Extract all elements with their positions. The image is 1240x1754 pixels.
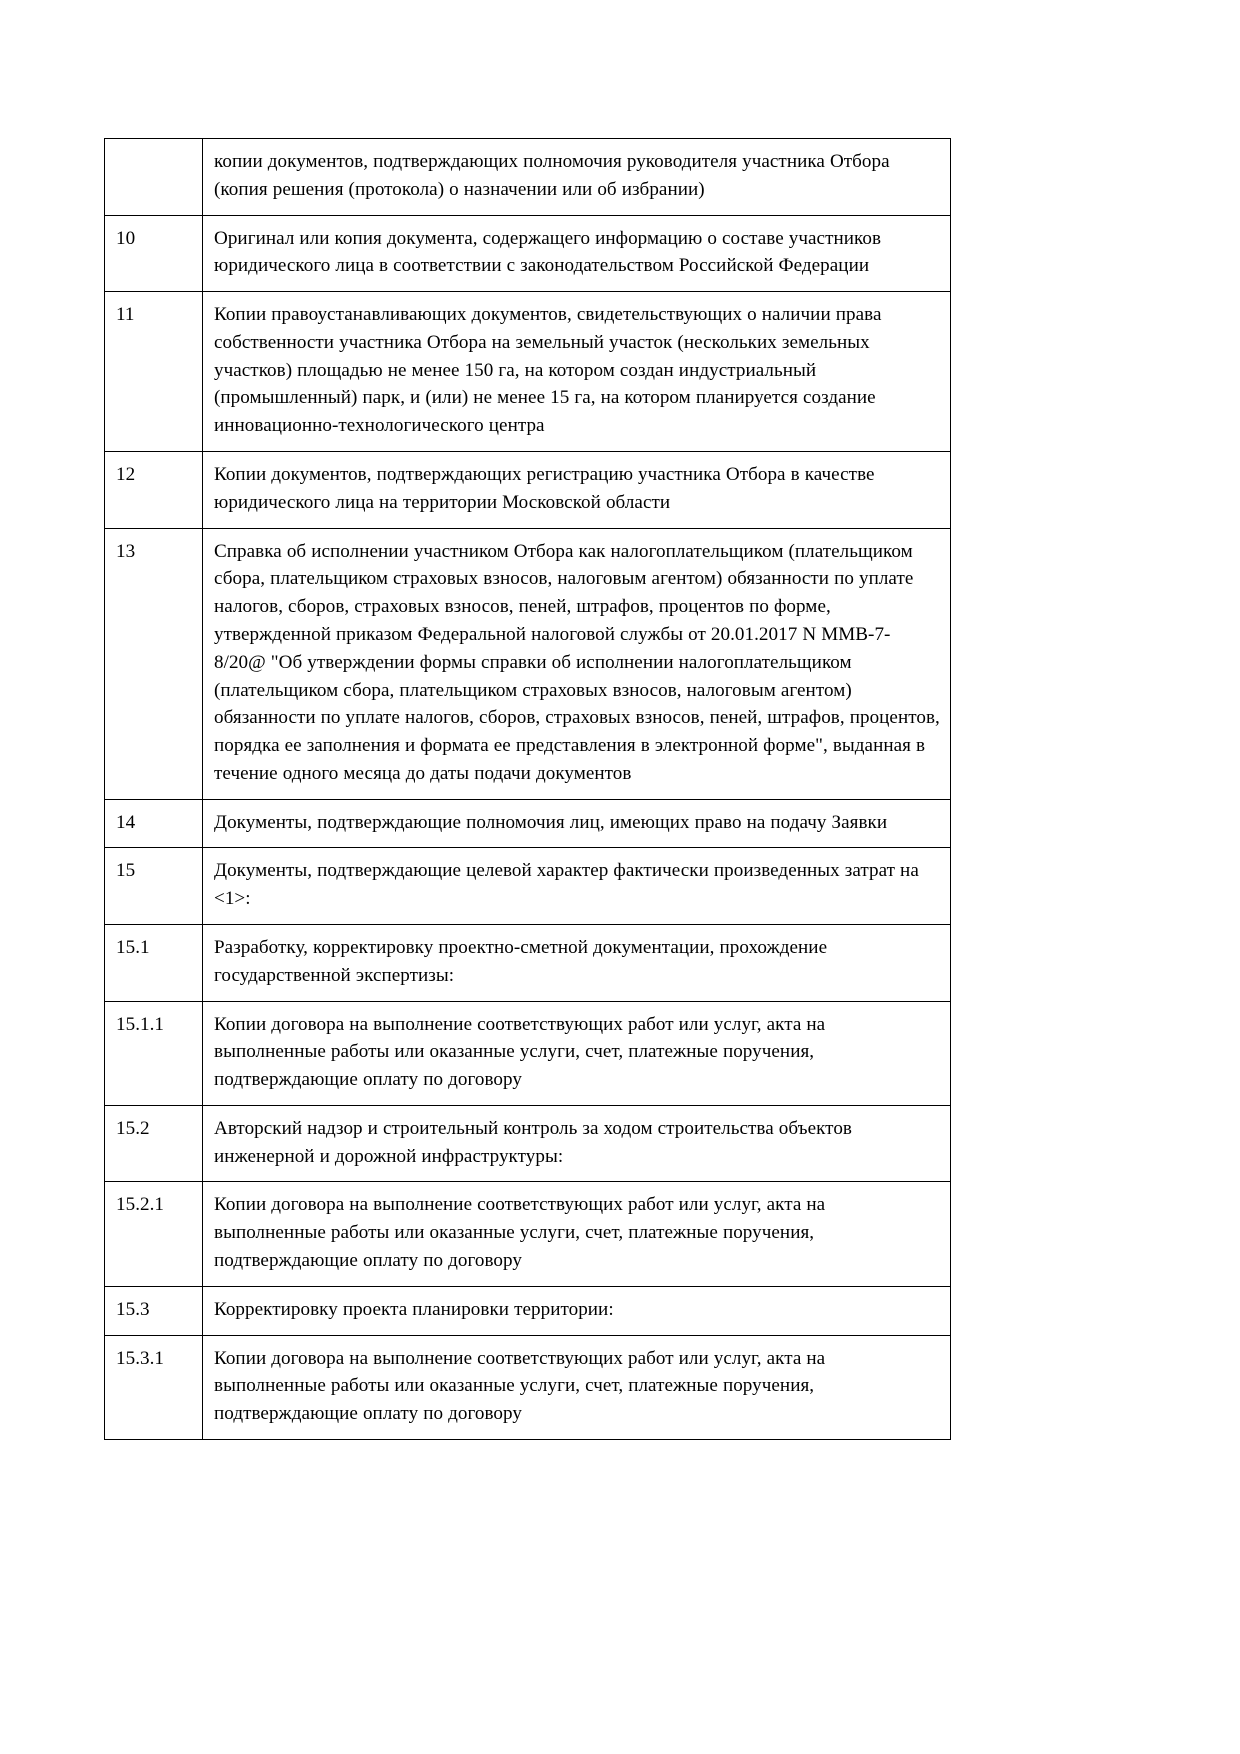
table-row (105, 924, 951, 1001)
row-text-cell: Документы, подтверждающие полномочия лиц, имеющих право на подачу Заявки (203, 799, 951, 848)
row-text-cell: Копии договора на выполнение соответствующих работ или услуг, акта на выполненные работы или оказанные услуги, счет, платежные поручения, подтверждающие оплату по договору (203, 1182, 951, 1286)
table-body (105, 139, 951, 1440)
row-number-cell: 15.2.1 (105, 1182, 203, 1286)
table-row (105, 452, 951, 529)
row-text-cell: Разработку, корректировку проектно-сметной документации, прохождение государственной экспертизы: (203, 924, 951, 1001)
row-text-cell: Справка об исполнении участником Отбора как налогоплательщиком (плательщиком сбора, плательщиком страховых взносов, налоговым агентом) обязанности по уплате налогов, сборов, страховых взносов, пеней, штрафов, процентов по форме, утвержденной приказом Федеральной налоговой службы от 20.01.2017 N ММВ-7-8/20@ "Об утверждении формы справки об исполнении налогоплательщиком (плательщиком сбора, плательщиком страховых взносов, налоговым агентом) обязанности по уплате налогов, сборов, страховых взносов, пеней, штрафов, процентов, порядка ее заполнения и формата ее представления в электронной форме", выданная в течение одного месяца до даты подачи документов (203, 528, 951, 799)
row-text-cell: Оригинал или копия документа, содержащего информацию о составе участников юридического лица в соответствии с законодательством Российской Федерации (203, 215, 951, 292)
row-number-cell: 15.3 (105, 1286, 203, 1335)
table-row (105, 1335, 951, 1439)
table-row (105, 215, 951, 292)
row-number-cell: 15 (105, 848, 203, 925)
row-number-cell: 11 (105, 292, 203, 452)
row-number-cell: 13 (105, 528, 203, 799)
row-text-cell: Корректировку проекта планировки территории: (203, 1286, 951, 1335)
row-number-cell: 12 (105, 452, 203, 529)
requirements-table (104, 138, 951, 1440)
table-row (105, 292, 951, 452)
row-text-cell: Копии документов, подтверждающих регистрацию участника Отбора в качестве юридического лица на территории Московской области (203, 452, 951, 529)
table-row (105, 1286, 951, 1335)
row-number-cell: 15.2 (105, 1105, 203, 1182)
row-text-cell: копии документов, подтверждающих полномочия руководителя участника Отбора (копия решения (протокола) о назначении или об избрании) (203, 139, 951, 216)
row-number-cell: 14 (105, 799, 203, 848)
table-row (105, 1182, 951, 1286)
row-text-cell: Документы, подтверждающие целевой характер фактически произведенных затрат на <1>: (203, 848, 951, 925)
row-text-cell: Копии договора на выполнение соответствующих работ или услуг, акта на выполненные работы или оказанные услуги, счет, платежные поручения, подтверждающие оплату по договору (203, 1001, 951, 1105)
table-row (105, 528, 951, 799)
row-text-cell: Копии правоустанавливающих документов, свидетельствующих о наличии права собственности участника Отбора на земельный участок (нескольких земельных участков) площадью не менее 150 га, на котором создан индустриальный (промышленный) парк, и (или) не менее 15 га, на котором планируется создание инновационно-технологического центра (203, 292, 951, 452)
row-number-cell: 15.1 (105, 924, 203, 1001)
table-row (105, 139, 951, 216)
table-row (105, 848, 951, 925)
row-text-cell: Авторский надзор и строительный контроль за ходом строительства объектов инженерной и дорожной инфраструктуры: (203, 1105, 951, 1182)
table-row (105, 1001, 951, 1105)
row-number-cell: 15.1.1 (105, 1001, 203, 1105)
row-number-cell: 15.3.1 (105, 1335, 203, 1439)
row-number-cell: 10 (105, 215, 203, 292)
row-text-cell: Копии договора на выполнение соответствующих работ или услуг, акта на выполненные работы или оказанные услуги, счет, платежные поручения, подтверждающие оплату по договору (203, 1335, 951, 1439)
row-number-cell (105, 139, 203, 216)
table-row (105, 1105, 951, 1182)
table-row (105, 799, 951, 848)
